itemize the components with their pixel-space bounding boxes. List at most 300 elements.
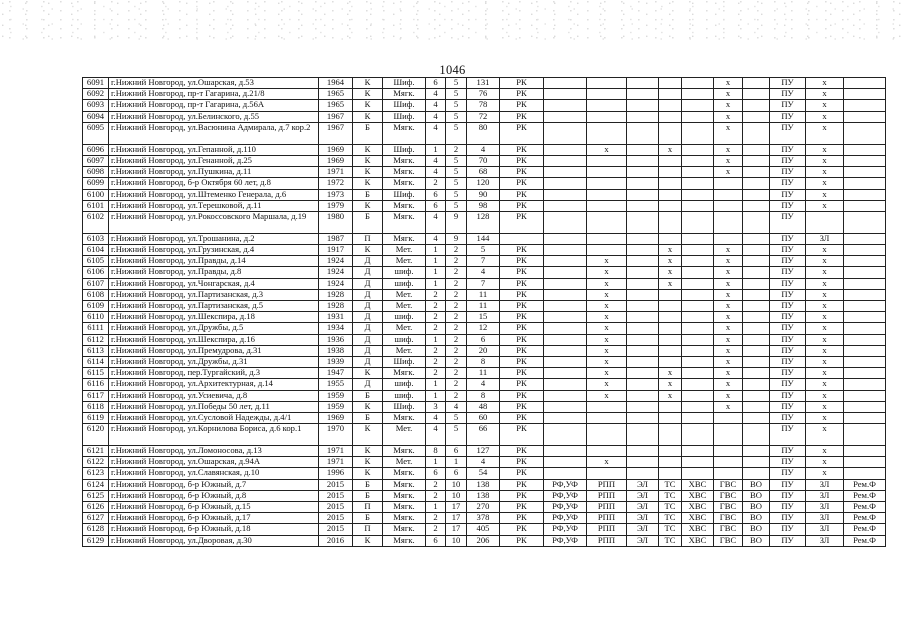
table-cell xyxy=(844,401,886,412)
table-cell: х xyxy=(714,401,743,412)
address-cell: г.Нижний Новгород, ул.Корнилова Бориса, д.6 кор.1 xyxy=(109,424,319,446)
table-cell: ПУ xyxy=(770,490,806,501)
table-cell xyxy=(544,323,587,334)
address-cell: г.Нижний Новгород, б-р Южный, д.7 xyxy=(109,479,319,490)
table-cell: К xyxy=(353,468,383,479)
table-cell: Мягк. xyxy=(383,479,426,490)
table-cell xyxy=(544,446,587,457)
row-number-cell: 6128 xyxy=(83,524,109,535)
table-cell: х xyxy=(659,256,682,267)
table-cell: ПУ xyxy=(770,524,806,535)
table-cell: ПУ xyxy=(770,267,806,278)
table-cell: шиф. xyxy=(383,278,426,289)
address-cell: г.Нижний Новгород, ул.Шекспира, д.16 xyxy=(109,334,319,345)
table-cell: ХВС xyxy=(682,479,714,490)
table-cell: х xyxy=(587,312,627,323)
table-cell: х xyxy=(806,144,844,155)
table-cell: 5 xyxy=(446,155,467,166)
table-cell: Б xyxy=(353,211,383,233)
table-cell: ЗЛ xyxy=(806,524,844,535)
table-cell: 9 xyxy=(446,233,467,244)
table-cell: 1939 xyxy=(319,356,353,367)
table-cell: РК xyxy=(500,334,544,345)
table-cell: 70 xyxy=(467,155,500,166)
table-cell: 68 xyxy=(467,167,500,178)
table-cell: 11 xyxy=(467,301,500,312)
table-cell xyxy=(587,178,627,189)
table-cell xyxy=(682,368,714,379)
table-cell: Мягк. xyxy=(383,167,426,178)
table-row xyxy=(83,301,886,312)
table-cell xyxy=(627,144,659,155)
address-cell: г.Нижний Новгород, б-р Южный, д.17 xyxy=(109,513,319,524)
row-number-cell: 6103 xyxy=(83,233,109,244)
table-cell xyxy=(544,267,587,278)
table-cell xyxy=(544,167,587,178)
table-cell: х xyxy=(714,89,743,100)
table-row xyxy=(83,468,886,479)
table-cell: РПП xyxy=(587,479,627,490)
table-cell: шиф. xyxy=(383,267,426,278)
table-cell: РК xyxy=(500,490,544,501)
table-cell: Д xyxy=(353,289,383,300)
table-cell: 7 xyxy=(467,256,500,267)
table-row xyxy=(83,312,886,323)
table-cell xyxy=(627,468,659,479)
table-cell xyxy=(844,379,886,390)
table-cell: 120 xyxy=(467,178,500,189)
address-cell: г.Нижний Новгород, пр-т Гагарина, д.56А xyxy=(109,100,319,111)
table-cell xyxy=(743,334,770,345)
table-cell: К xyxy=(353,424,383,446)
table-cell: х xyxy=(806,356,844,367)
table-cell xyxy=(587,468,627,479)
table-cell: П xyxy=(353,233,383,244)
table-cell xyxy=(627,379,659,390)
table-cell: х xyxy=(806,100,844,111)
table-cell: К xyxy=(353,368,383,379)
row-number-cell: 6096 xyxy=(83,144,109,155)
table-cell: 5 xyxy=(446,100,467,111)
table-cell: 1 xyxy=(426,144,446,155)
row-number-cell: 6106 xyxy=(83,267,109,278)
table-cell: 11 xyxy=(467,289,500,300)
table-cell: ПУ xyxy=(770,513,806,524)
table-cell: К xyxy=(353,144,383,155)
table-cell xyxy=(844,178,886,189)
table-cell: РК xyxy=(500,111,544,122)
table-cell: ВО xyxy=(743,479,770,490)
table-cell: Мягк. xyxy=(383,211,426,233)
row-number-cell: 6117 xyxy=(83,390,109,401)
table-cell: ПУ xyxy=(770,424,806,446)
table-cell: 98 xyxy=(467,200,500,211)
table-cell: 1924 xyxy=(319,256,353,267)
table-cell xyxy=(659,233,682,244)
table-cell: ХВС xyxy=(682,502,714,513)
table-cell: х xyxy=(806,122,844,144)
table-cell xyxy=(659,122,682,144)
table-cell: 2 xyxy=(446,301,467,312)
table-cell: Мягк. xyxy=(383,513,426,524)
table-cell xyxy=(743,267,770,278)
table-cell xyxy=(844,100,886,111)
table-cell: Д xyxy=(353,267,383,278)
table-cell: 4 xyxy=(467,267,500,278)
table-cell: 15 xyxy=(467,312,500,323)
table-cell xyxy=(682,189,714,200)
table-cell xyxy=(627,368,659,379)
table-row xyxy=(83,334,886,345)
address-cell: г.Нижний Новгород, ул.Пушкина, д.11 xyxy=(109,167,319,178)
table-cell: 6 xyxy=(467,334,500,345)
table-cell: Рем.Ф xyxy=(844,524,886,535)
table-cell: 60 xyxy=(467,412,500,423)
table-cell: РФ,УФ xyxy=(544,535,587,546)
table-cell: Д xyxy=(353,356,383,367)
table-cell xyxy=(627,189,659,200)
table-cell: х xyxy=(806,379,844,390)
table-cell xyxy=(844,390,886,401)
table-cell: 2 xyxy=(426,356,446,367)
table-row xyxy=(83,256,886,267)
table-cell: х xyxy=(806,412,844,423)
table-cell xyxy=(544,122,587,144)
table-cell: ПУ xyxy=(770,233,806,244)
table-cell: Мягк. xyxy=(383,122,426,144)
table-cell: шиф. xyxy=(383,312,426,323)
table-cell xyxy=(544,200,587,211)
table-cell: ПУ xyxy=(770,535,806,546)
table-cell: шиф. xyxy=(383,334,426,345)
table-cell: х xyxy=(714,345,743,356)
row-number-cell: 6094 xyxy=(83,111,109,122)
table-cell: РПП xyxy=(587,524,627,535)
table-cell xyxy=(627,200,659,211)
table-cell: х xyxy=(806,390,844,401)
address-cell: г.Нижний Новгород, пр-т Гагарина, д.21/8 xyxy=(109,89,319,100)
table-cell: 5 xyxy=(446,424,467,446)
table-cell xyxy=(844,424,886,446)
table-cell: 4 xyxy=(426,412,446,423)
address-cell: г.Нижний Новгород, ул.Дружбы, д.5 xyxy=(109,323,319,334)
table-cell xyxy=(659,345,682,356)
table-cell: шиф. xyxy=(383,390,426,401)
table-cell: х xyxy=(806,89,844,100)
row-number-cell: 6105 xyxy=(83,256,109,267)
table-cell xyxy=(743,368,770,379)
table-cell xyxy=(544,89,587,100)
table-row xyxy=(83,457,886,468)
table-cell xyxy=(659,78,682,89)
table-cell xyxy=(743,457,770,468)
address-cell: г.Нижний Новгород, ул.Дворовая, д.30 xyxy=(109,535,319,546)
table-cell: х xyxy=(659,368,682,379)
table-cell xyxy=(682,390,714,401)
table-cell: РК xyxy=(500,144,544,155)
table-cell: 6 xyxy=(426,78,446,89)
table-cell: ПУ xyxy=(770,301,806,312)
row-number-cell: 6092 xyxy=(83,89,109,100)
scan-noise xyxy=(0,0,905,40)
address-cell: г.Нижний Новгород, ул.Штеменко Генерала, д.6 xyxy=(109,189,319,200)
table-cell: ПУ xyxy=(770,323,806,334)
table-cell xyxy=(659,401,682,412)
table-cell: х xyxy=(806,401,844,412)
table-cell xyxy=(682,256,714,267)
table-cell: 1 xyxy=(426,379,446,390)
table-cell: К xyxy=(353,78,383,89)
table-cell: Мягк. xyxy=(383,535,426,546)
table-cell: РК xyxy=(500,245,544,256)
table-cell xyxy=(627,301,659,312)
table-cell xyxy=(627,278,659,289)
table-cell xyxy=(627,323,659,334)
table-cell xyxy=(659,167,682,178)
table-cell xyxy=(743,89,770,100)
table-cell: 6 xyxy=(446,468,467,479)
address-cell: г.Нижний Новгород, ул.Рокоссовского Маршала, д.19 xyxy=(109,211,319,233)
table-cell: 2016 xyxy=(319,535,353,546)
table-cell xyxy=(627,267,659,278)
table-cell xyxy=(682,323,714,334)
table-cell: х xyxy=(714,167,743,178)
table-cell: 1971 xyxy=(319,457,353,468)
table-cell: ХВС xyxy=(682,513,714,524)
table-cell xyxy=(844,446,886,457)
table-cell: х xyxy=(714,301,743,312)
table-cell: ПУ xyxy=(770,144,806,155)
row-number-cell: 6122 xyxy=(83,457,109,468)
table-cell: х xyxy=(806,256,844,267)
table-cell: х xyxy=(714,100,743,111)
table-cell: х xyxy=(714,278,743,289)
table-cell: Б xyxy=(353,122,383,144)
table-cell: РК xyxy=(500,155,544,166)
table-cell xyxy=(682,167,714,178)
table-cell: 1947 xyxy=(319,368,353,379)
table-cell: 2 xyxy=(426,323,446,334)
table-cell xyxy=(844,200,886,211)
table-cell: 4 xyxy=(426,211,446,233)
address-cell: г.Нижний Новгород, ул.Усиевича, д.8 xyxy=(109,390,319,401)
table-cell: 2 xyxy=(426,490,446,501)
table-cell: 1 xyxy=(426,390,446,401)
table-cell: 2015 xyxy=(319,524,353,535)
table-cell: 4 xyxy=(426,233,446,244)
address-cell: г.Нижний Новгород, ул.Чонгарская, д.4 xyxy=(109,278,319,289)
table-cell: х xyxy=(587,256,627,267)
table-cell: РК xyxy=(500,368,544,379)
table-cell: х xyxy=(806,78,844,89)
table-cell xyxy=(659,89,682,100)
table-cell xyxy=(544,245,587,256)
table-row xyxy=(83,502,886,513)
table-cell: 1969 xyxy=(319,144,353,155)
table-cell xyxy=(714,211,743,233)
table-cell: 12 xyxy=(467,323,500,334)
table-cell: 2 xyxy=(446,245,467,256)
table-cell: 3 xyxy=(426,401,446,412)
table-cell: ПУ xyxy=(770,100,806,111)
table-cell xyxy=(743,144,770,155)
address-cell: г.Нижний Новгород, б-р Южный, д.18 xyxy=(109,524,319,535)
table-cell: 90 xyxy=(467,189,500,200)
table-cell: РФ,УФ xyxy=(544,513,587,524)
table-cell: 4 xyxy=(426,111,446,122)
table-cell: 1964 xyxy=(319,78,353,89)
table-cell xyxy=(844,334,886,345)
table-cell: РК xyxy=(500,424,544,446)
table-cell: 4 xyxy=(426,100,446,111)
table-cell: Мет. xyxy=(383,256,426,267)
table-cell: ЭЛ xyxy=(627,490,659,501)
table-cell: РПП xyxy=(587,513,627,524)
table-cell: Д xyxy=(353,334,383,345)
table-cell: х xyxy=(806,323,844,334)
table-cell xyxy=(743,312,770,323)
table-cell: х xyxy=(806,167,844,178)
table-cell: 1967 xyxy=(319,111,353,122)
table-cell: РК xyxy=(500,301,544,312)
table-cell xyxy=(844,245,886,256)
row-number-cell: 6118 xyxy=(83,401,109,412)
table-cell xyxy=(682,356,714,367)
table-cell xyxy=(587,200,627,211)
table-cell xyxy=(844,256,886,267)
table-cell xyxy=(743,78,770,89)
table-cell xyxy=(544,111,587,122)
table-cell: ГВС xyxy=(714,535,743,546)
table-cell xyxy=(544,379,587,390)
table-cell xyxy=(544,256,587,267)
table-cell: 206 xyxy=(467,535,500,546)
table-cell: Мягк. xyxy=(383,446,426,457)
address-cell: г.Нижний Новгород, ул.Ошарская, д.94А xyxy=(109,457,319,468)
table-cell xyxy=(682,379,714,390)
table-cell xyxy=(743,100,770,111)
row-number-cell: 6129 xyxy=(83,535,109,546)
table-cell: х xyxy=(806,155,844,166)
table-cell: 1 xyxy=(426,502,446,513)
table-cell: 2 xyxy=(446,267,467,278)
table-cell xyxy=(682,233,714,244)
table-cell: х xyxy=(806,334,844,345)
table-cell: РК xyxy=(500,524,544,535)
table-cell: Б xyxy=(353,390,383,401)
table-cell xyxy=(627,122,659,144)
table-cell: РК xyxy=(500,323,544,334)
table-cell: ПУ xyxy=(770,401,806,412)
table-cell xyxy=(682,122,714,144)
row-number-cell: 6123 xyxy=(83,468,109,479)
table-cell xyxy=(714,200,743,211)
table-cell: х xyxy=(806,245,844,256)
table-cell: 1979 xyxy=(319,200,353,211)
table-cell xyxy=(587,401,627,412)
table-row xyxy=(83,111,886,122)
table-cell: 4 xyxy=(467,457,500,468)
table-cell: 1 xyxy=(446,457,467,468)
table-cell: х xyxy=(659,245,682,256)
table-cell xyxy=(544,233,587,244)
table-cell: 2 xyxy=(446,289,467,300)
table-cell: ПУ xyxy=(770,390,806,401)
address-cell: г.Нижний Новгород, ул.Сусловой Надежды, д.4/1 xyxy=(109,412,319,423)
table-cell: 2 xyxy=(426,479,446,490)
table-cell: Д xyxy=(353,345,383,356)
table-cell xyxy=(743,155,770,166)
table-cell: ХВС xyxy=(682,535,714,546)
table-cell: 10 xyxy=(446,479,467,490)
table-cell: х xyxy=(806,189,844,200)
table-cell xyxy=(743,301,770,312)
table-cell xyxy=(743,468,770,479)
table-cell xyxy=(627,111,659,122)
table-cell: 1959 xyxy=(319,390,353,401)
table-cell: К xyxy=(353,535,383,546)
table-cell: Мягк. xyxy=(383,524,426,535)
table-cell: х xyxy=(806,457,844,468)
table-cell: К xyxy=(353,178,383,189)
table-cell: РК xyxy=(500,278,544,289)
table-cell: 2 xyxy=(426,345,446,356)
table-cell: 1987 xyxy=(319,233,353,244)
address-cell: г.Нижний Новгород, ул.Васюнина Адмирала, д.7 кор.2 xyxy=(109,122,319,144)
table-cell xyxy=(743,111,770,122)
table-cell: х xyxy=(806,289,844,300)
table-cell xyxy=(627,289,659,300)
table-row xyxy=(83,401,886,412)
table-cell: ПУ xyxy=(770,278,806,289)
table-cell: РПП xyxy=(587,502,627,513)
table-cell: 2 xyxy=(446,379,467,390)
page-number: 1046 xyxy=(439,63,466,77)
table-cell xyxy=(659,446,682,457)
table-cell: 1969 xyxy=(319,155,353,166)
table-cell: Б xyxy=(353,189,383,200)
table-row xyxy=(83,379,886,390)
table-cell: х xyxy=(587,289,627,300)
table-cell: 10 xyxy=(446,490,467,501)
table-cell xyxy=(682,89,714,100)
table-cell: 378 xyxy=(467,513,500,524)
table-cell: ПУ xyxy=(770,178,806,189)
address-cell: г.Нижний Новгород, ул.Дружбы, д.31 xyxy=(109,356,319,367)
table-cell: ЗЛ xyxy=(806,233,844,244)
table-cell: х xyxy=(806,468,844,479)
table-cell: РК xyxy=(500,535,544,546)
table-cell: Шиф. xyxy=(383,356,426,367)
table-cell: Мягк. xyxy=(383,412,426,423)
table-cell: РК xyxy=(500,211,544,233)
table-cell xyxy=(627,256,659,267)
table-cell: 138 xyxy=(467,490,500,501)
table-cell: 8 xyxy=(467,390,500,401)
table-row xyxy=(83,345,886,356)
table-cell xyxy=(659,111,682,122)
table-cell: 2 xyxy=(446,334,467,345)
table-cell: К xyxy=(353,155,383,166)
table-cell xyxy=(682,100,714,111)
address-cell: г.Нижний Новгород, б-р Октября 60 лет, д.8 xyxy=(109,178,319,189)
table-cell: 7 xyxy=(467,278,500,289)
table-cell xyxy=(743,167,770,178)
table-cell: Мягк. xyxy=(383,502,426,513)
table-cell: ПУ xyxy=(770,356,806,367)
table-cell: РК xyxy=(500,78,544,89)
table-cell: 2 xyxy=(426,368,446,379)
